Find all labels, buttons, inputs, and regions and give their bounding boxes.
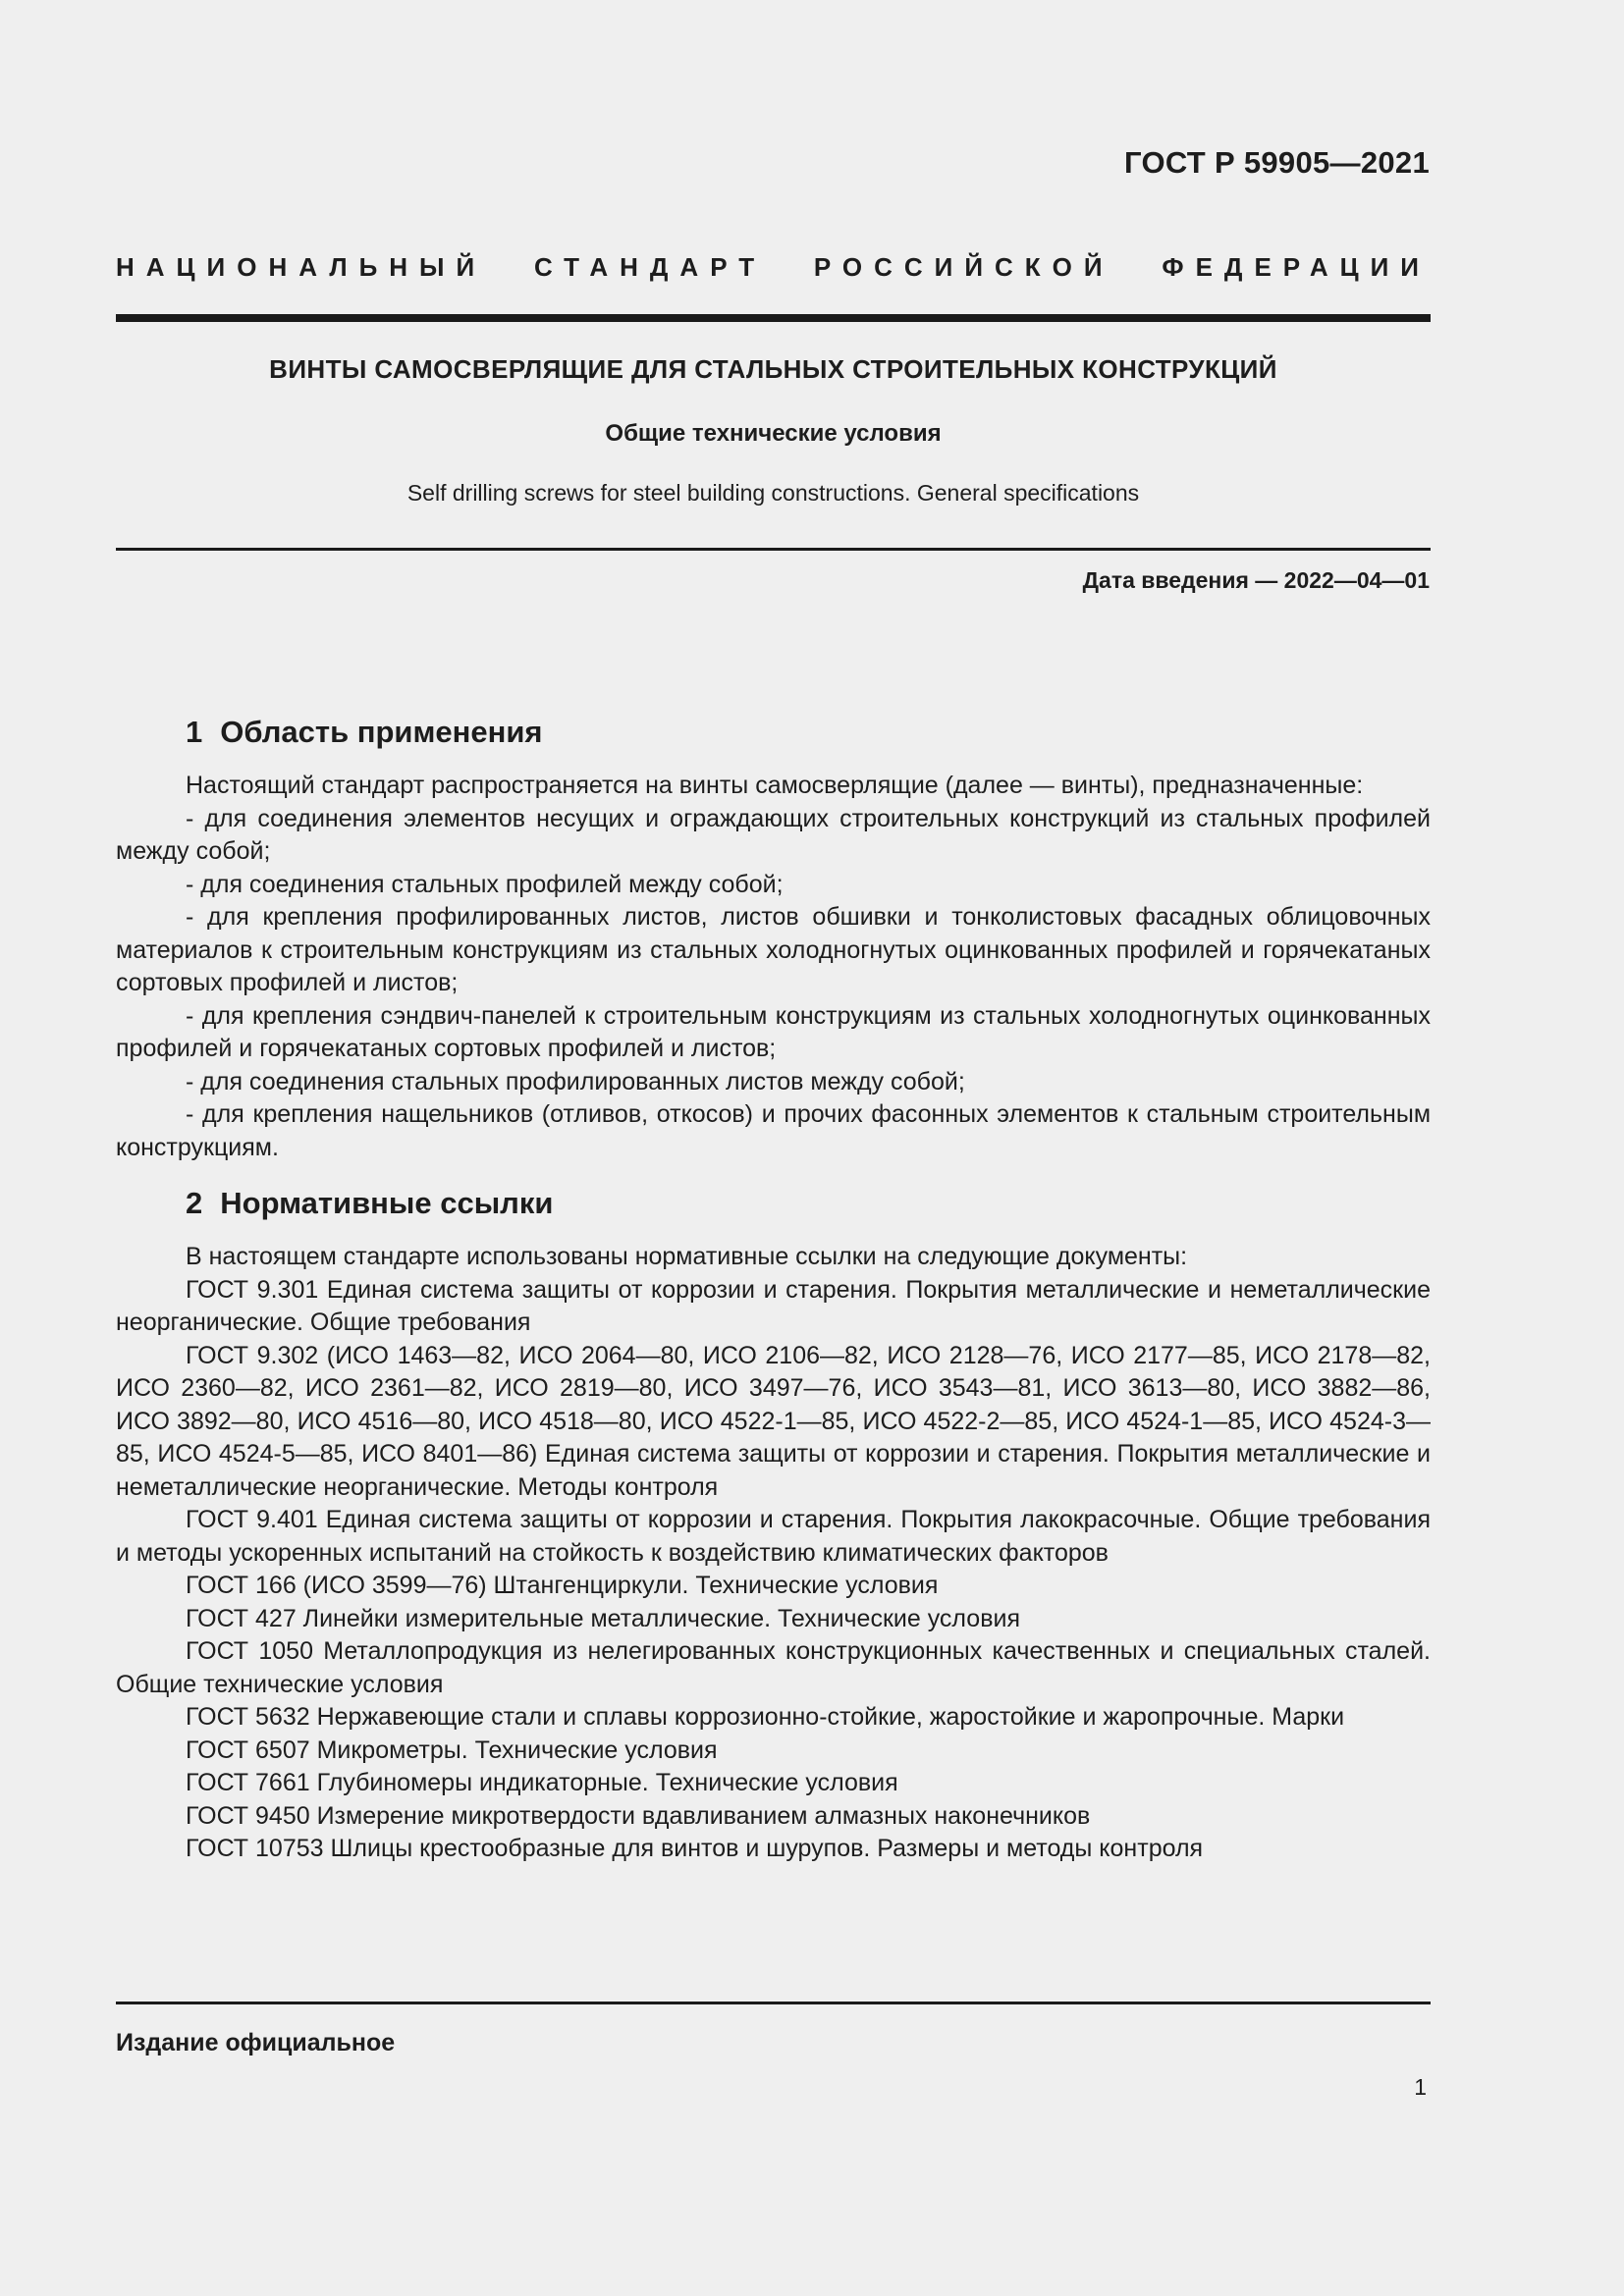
list-item: - для соединения элементов несущих и ограждающих строительных конструкций из стальных профилей между собой;	[116, 804, 1431, 865]
section-title: Нормативные ссылки	[220, 1186, 554, 1220]
english-title: Self drilling screws for steel building constructions. General specifications	[406, 480, 1140, 506]
introduction-date: Дата введения — 2022—04—01	[1082, 567, 1430, 593]
reference-item: ГОСТ 6507 Микрометры. Технические условия	[186, 1735, 718, 1764]
national-standard-line: НАЦИОНАЛЬНЫЙ СТАНДАРТ РОССИЙСКОЙ ФЕДЕРАЦИИ	[116, 252, 1431, 282]
section-number: 1	[186, 715, 203, 749]
document-title: ВИНТЫ САМОСВЕРЛЯЩИЕ ДЛЯ СТАЛЬНЫХ СТРОИТЕЛЬНЫХ КОНСТРУКЦИЙ	[269, 354, 1277, 384]
section-normative-references	[116, 1184, 1431, 1866]
title-divider	[116, 548, 1431, 551]
paragraph: Настоящий стандарт распространяется на винты самосверлящие (далее — винты), предназначенные:	[186, 772, 1364, 799]
header-divider-thick	[116, 314, 1431, 322]
reference-item: ГОСТ 427 Линейки измерительные металлические. Технические условия	[186, 1604, 1020, 1632]
list-item: - для крепления нащельников (отливов, откосов) и прочих фасонных элементов к стальным строительным конструкциям.	[116, 1100, 1431, 1161]
reference-item: ГОСТ 10753 Шлицы крестообразные для винтов и шурупов. Размеры и методы контроля	[186, 1835, 1204, 1862]
reference-item: ГОСТ 166 (ИСО 3599—76) Штангенциркули. Технические условия	[186, 1572, 939, 1599]
reference-item: ГОСТ 5632 Нержавеющие стали и сплавы коррозионно-стойкие, жаростойкие и жаропрочные. Марки	[186, 1703, 1345, 1731]
official-edition-label: Издание официальное	[116, 2029, 396, 2056]
reference-item: ГОСТ 9450 Измерение микротвердости вдавливанием алмазных наконечников	[186, 1801, 1091, 1830]
reference-item: ГОСТ 9.302 (ИСО 1463—82, ИСО 2064—80, ИСО 2106—82, ИСО 2128—76, ИСО 2177—85, ИСО 2178—82, ИСО 2360—82, ИСО 2361—82, ИСО 2819—80, ИСО 3497—76, ИСО 3543—81, ИСО 3613—80, ИСО 3882—86, ИСО 3892—80, ИСО 4516—80, ИСО 4518—80, ИСО 4522-1—85, ИСО 4522-2—85, ИСО 4524-1—85, ИСО 4524-3—85, ИСО 4524-5—85, ИСО 8401—86) Единая система защиты от коррозии и старения. Покрытия металлические и неметаллические неорганические. Методы контроля	[116, 1341, 1431, 1501]
reference-item: ГОСТ 7661 Глубиномеры индикаторные. Технические условия	[186, 1769, 898, 1796]
list-item: - для соединения стальных профилей между собой;	[186, 870, 784, 898]
document-body	[116, 713, 1431, 1866]
list-item: - для крепления сэндвич-панелей к строительным конструкциям из стальных холодногнутых оцинкованных профилей и горячекатаных сортовых профилей и листов;	[116, 1001, 1431, 1062]
list-item: - для соединения стальных профилированных листов между собой;	[186, 1067, 965, 1095]
footer-divider	[116, 2002, 1431, 2004]
page-number: 1	[1414, 2074, 1427, 2100]
section-scope	[116, 713, 1431, 1164]
list-item: - для крепления профилированных листов, листов обшивки и тонколистовых фасадных облицовочных материалов к строительным конструкциям из стальных холодногнутых оцинкованных профилей и горячекатаных сортовых профилей и листов;	[116, 903, 1431, 996]
section-gap	[116, 1164, 1431, 1184]
standard-number: ГОСТ Р 59905—2021	[1124, 145, 1430, 180]
document-subtitle: Общие технические условия	[605, 420, 942, 447]
paragraph: В настоящем стандарте использованы нормативные ссылки на следующие документы:	[186, 1243, 1188, 1270]
reference-item: ГОСТ 9.401 Единая система защиты от коррозии и старения. Покрытия лакокрасочные. Общие требования и методы ускоренных испытаний на стойкость к воздействию климатических факторов	[116, 1506, 1431, 1567]
section-number: 2	[186, 1186, 203, 1220]
section-title: Область применения	[220, 715, 543, 749]
section-heading	[116, 1184, 1431, 1223]
reference-item: ГОСТ 1050 Металлопродукция из нелегированных конструкционных качественных и специальных сталей. Общие технические условия	[116, 1637, 1431, 1698]
reference-item: ГОСТ 9.301 Единая система защиты от коррозии и старения. Покрытия металлические и неметаллические неорганические. Общие требования	[116, 1275, 1431, 1336]
section-heading	[116, 713, 1431, 752]
